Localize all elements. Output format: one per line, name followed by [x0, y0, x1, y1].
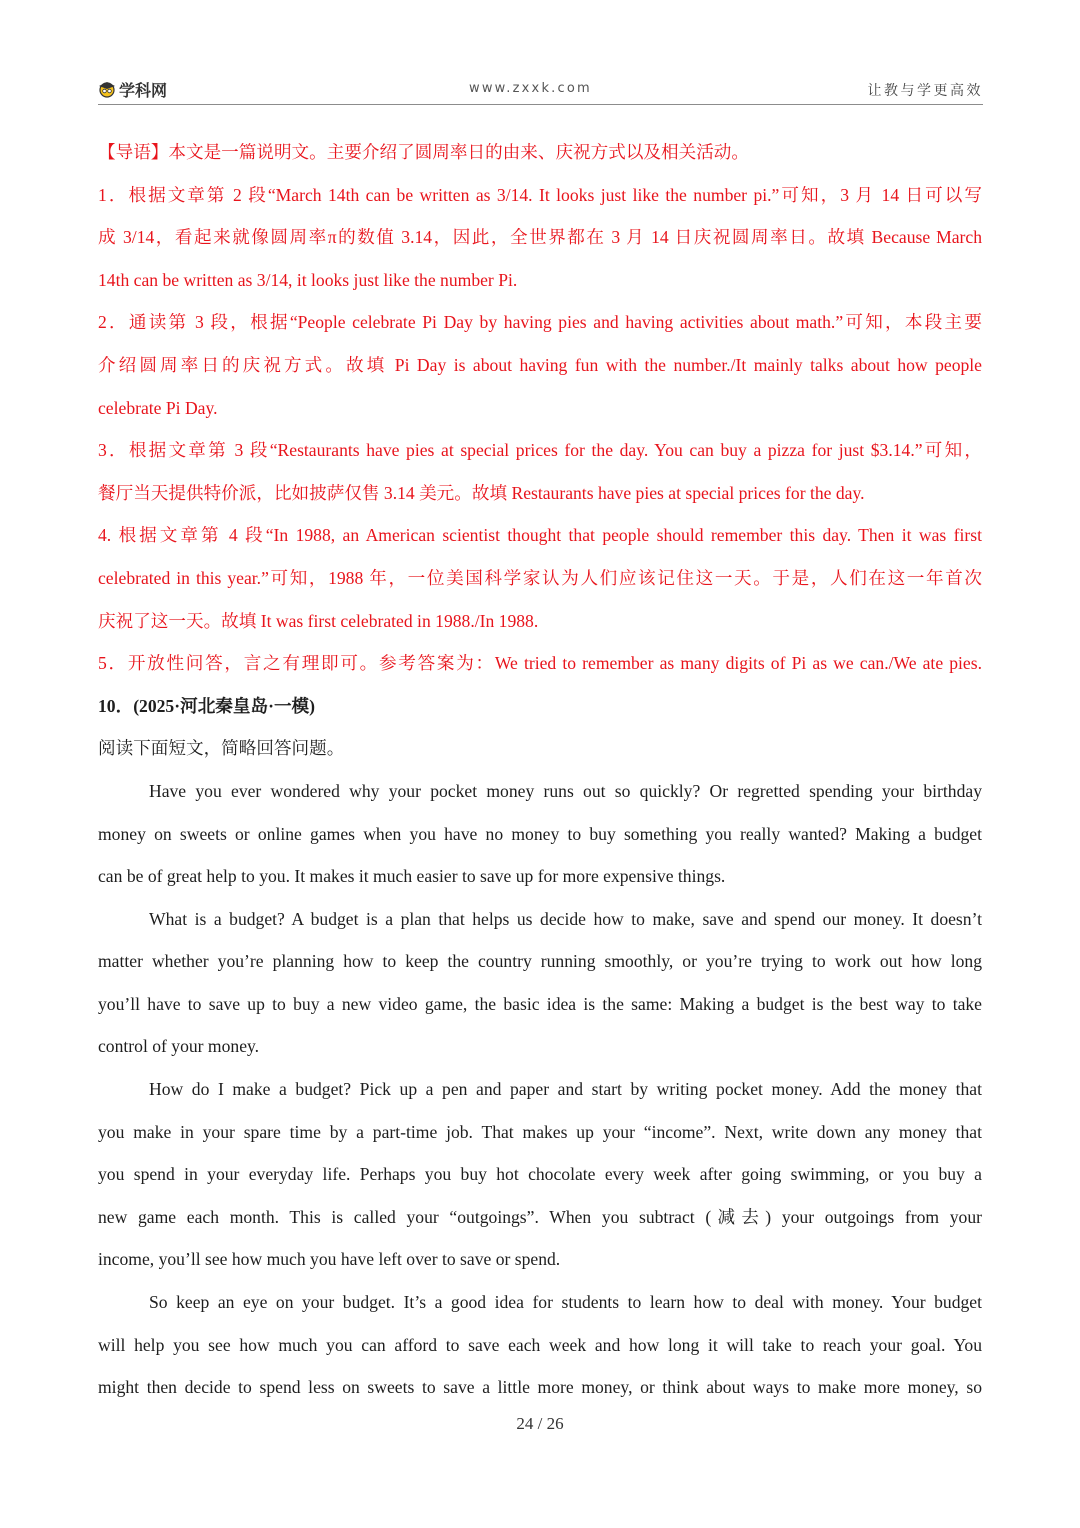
reading-passage [98, 770, 982, 1409]
analysis-intro: 【导语】本文是一篇说明文。主要介绍了圆周率日的由来、庆祝方式以及相关活动。 [98, 142, 749, 162]
analysis-line: 2．通读第 3 段，根据“People celebrate Pi Day by having pies and having activities about math.”可知，本段主要 [98, 312, 982, 333]
analysis-line: 庆祝了这一天。故填 It was first celebrated in 1988./In 1988. [98, 610, 539, 631]
analysis-line: celebrated in this year.”可知，1988 年，一位美国科学家认为人们应该记住这一天。于是，人们在这一年首次 [98, 567, 982, 588]
passage-line: What is a budget? A budget is a plan that helps us decide how to make, save and spend our money. It doesn’t [149, 908, 982, 929]
passage-line: new game each month. This is called your “outgoings”. When you subtract (减去) your outgoings from your [98, 1206, 982, 1227]
answer-analysis [98, 131, 982, 685]
analysis-line: 餐厅当天提供特价派，比如披萨仅售 3.14 美元。故填 Restaurants have pies at special prices for the day. [98, 482, 865, 503]
question-instruction: 阅读下面短文，简略回答问题。 [98, 738, 345, 759]
analysis-line: 4. 根据文章第 4 段“In 1988, an American scientist thought that people should remember this day. Then it was first [98, 525, 982, 546]
passage-line: Have you ever wondered why your pocket money runs out so quickly? Or regretted spending your birthday [149, 780, 982, 801]
passage-line: money on sweets or online games when you have no money to buy something you really wanted? Making a budget [98, 823, 982, 844]
analysis-line: 1．根据文章第 2 段“March 14th can be written as 3/14. It looks just like the number pi.”可知，3 月 14 日可以写 [98, 184, 982, 205]
analysis-line: 5．开放性问答，言之有理即可。参考答案为：We tried to remember as many digits of Pi as we can./We ate pies. [98, 653, 982, 674]
logo-text: 学科网 [119, 80, 168, 100]
passage-line: control of your money. [98, 1036, 260, 1057]
header-slogan: 让教与学更高效 [867, 83, 983, 99]
analysis-line: 介绍圆周率日的庆祝方式。故填 Pi Day is about having fun with the number./It mainly talks about how people [98, 354, 982, 375]
passage-line: So keep an eye on your budget. It’s a good idea for students to learn how to deal with money. Your budget [149, 1292, 982, 1313]
passage-line: can be of great help to you. It makes it much easier to save up for more expensive things. [98, 866, 726, 887]
page-number: 24 / 26 [516, 1414, 564, 1433]
site-url: www.zxxk.com [469, 81, 592, 96]
passage-line: might then decide to spend less on sweets to save a little more money, or think about ways to make more money, so [98, 1377, 982, 1398]
page-content [98, 131, 982, 1409]
analysis-line: 3．根据文章第 3 段“Restaurants have pies at special prices for the day. You can buy a pizza for just $3.14.”可知， [98, 440, 982, 461]
passage-line: income, you’ll see how much you have left over to save or spend. [98, 1249, 561, 1270]
site-logo [98, 78, 167, 100]
passage-line: matter whether you’re planning how to keep the country running smoothly, or you’re trying to work out how long [98, 951, 982, 972]
analysis-line: 成 3/14，看起来就像圆周率π的数值 3.14，因此，全世界都在 3 月 14 日庆祝圆周率日。故填 Because March [98, 227, 982, 248]
page-header [98, 76, 983, 105]
question-heading: 10．(2025·河北秦皇岛·一模) [98, 695, 315, 716]
passage-line: will help you see how much you can afford to save each week and how long it will take to reach your goal. You [98, 1334, 982, 1355]
analysis-line: 14th can be written as 3/14, it looks just like the number Pi. [98, 269, 518, 290]
analysis-line: celebrate Pi Day. [98, 397, 218, 418]
passage-line: you make in your spare time by a part-time job. That makes up your “income”. Next, write down any money that [98, 1121, 982, 1142]
passage-line: How do I make a budget? Pick up a pen and paper and start by writing pocket money. Add the money that [149, 1079, 982, 1100]
graduation-cap-icon [98, 80, 116, 98]
passage-line: you’ll have to save up to buy a new video game, the basic idea is the same: Making a budget is the best way to take [98, 993, 982, 1014]
passage-line: you spend in your everyday life. Perhaps you buy hot chocolate every week after going swimming, or you buy a [98, 1164, 982, 1185]
